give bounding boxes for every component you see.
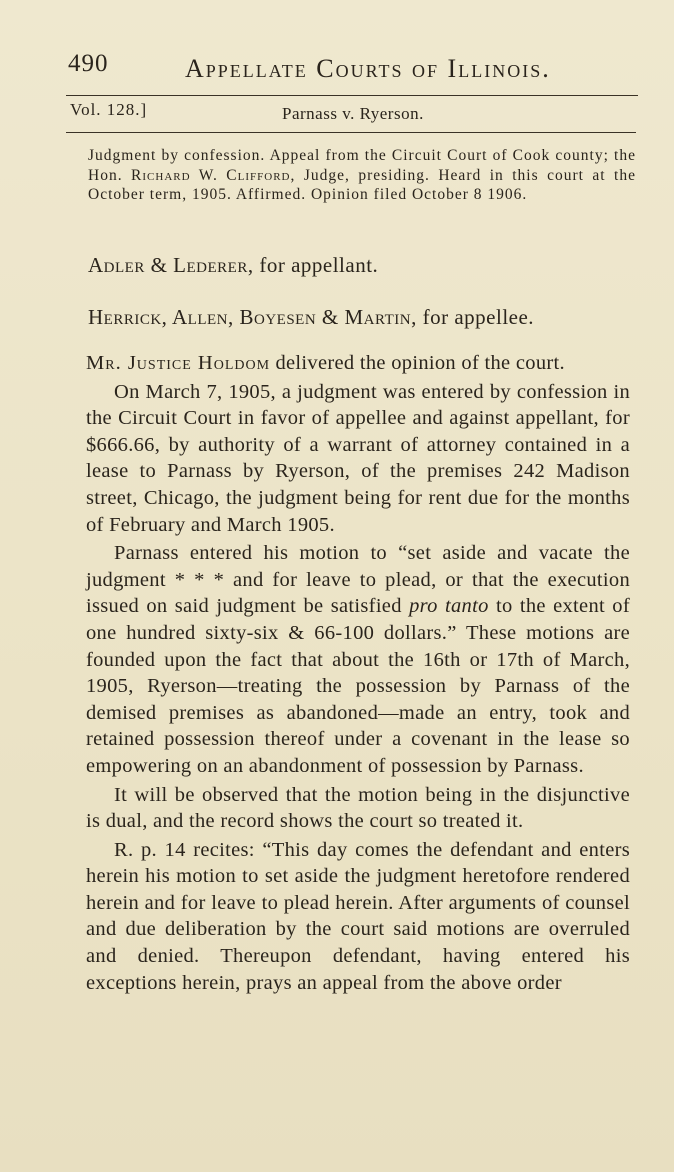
appellant-role: , for appellant. xyxy=(247,253,379,277)
appellant-counsel xyxy=(88,253,378,278)
judge-name: Richard W. Clifford xyxy=(131,166,291,184)
paragraph-1: On March 7, 1905, a judgment was entered by confession in the Circuit Court in favor of appellee and against appellant, for $666.66, by authority of a warrant of attorney contained in a lease to Parnass by Ryerson, of the premises 242 Madison street, Chicago, the judgment being for rent due for the months of February and March 1905. xyxy=(86,380,630,536)
syllabus-text-1: Judgment by confession. Appeal from the Circuit Court of Cook county; the Hon. xyxy=(88,147,636,184)
opinion-intro-text: delivered the opinion of the court. xyxy=(270,352,565,374)
case-title: Parnass v. Ryerson. xyxy=(282,104,424,123)
paragraph-3: It will be observed that the motion being in the disjunctive is dual, and the record shows the court so treated it. xyxy=(86,783,630,833)
running-title: Appellate Courts of Illinois. xyxy=(185,54,551,83)
paragraph-2-text-b: to the extent of one hundred sixty-six & 66-100 dollars.” These motions are founded upon the fact that about the 16th or 17th of March, 1905, Ryerson—treating the possession by Parnass of the demised premises as abandoned—made an entry, took and retained possession thereof under a covenant in the lease so empowering on an abandonment of possession by Parnass. xyxy=(86,595,630,777)
volume-label: Vol. 128.] xyxy=(70,100,148,119)
syllabus xyxy=(88,146,636,205)
header-rule-lower xyxy=(66,132,636,133)
opinion-body xyxy=(86,350,630,998)
paragraph-4: R. p. 14 recites: “This day comes the defendant and enters herein his motion to set aside the judgment heretofore rendered herein and for leave to plead herein. After arguments of counsel and due deliberation by the court said motions are overruled and denied. Thereupon defendant, having entered his exceptions herein, prays an appeal from the above order xyxy=(86,838,630,994)
syllabus-text-2: , Judge, presiding. Heard in this court at the October term, 1905. Affirmed. Opinion filed October 8 1906. xyxy=(88,166,636,203)
paragraph-2 xyxy=(86,540,630,779)
paragraph-2-italic: pro tanto xyxy=(409,595,489,618)
appellee-counsel-names: Herrick, Allen, Boyesen & Martin xyxy=(88,305,412,329)
page-number: 490 xyxy=(68,50,109,77)
appellant-counsel-names: Adler & Lederer xyxy=(88,253,248,277)
justice-name: Mr. Justice Holdom xyxy=(86,352,271,374)
appellee-counsel xyxy=(88,305,534,330)
paragraph-2-text-a: Parnass entered his motion to “set aside and vacate the judgment * * * and for leave to plead, or that the execution issued on said judgment be satisfied xyxy=(86,542,630,618)
header-rule xyxy=(66,95,638,96)
appellee-role: , for appellee. xyxy=(411,305,535,329)
opinion-intro xyxy=(86,350,630,377)
